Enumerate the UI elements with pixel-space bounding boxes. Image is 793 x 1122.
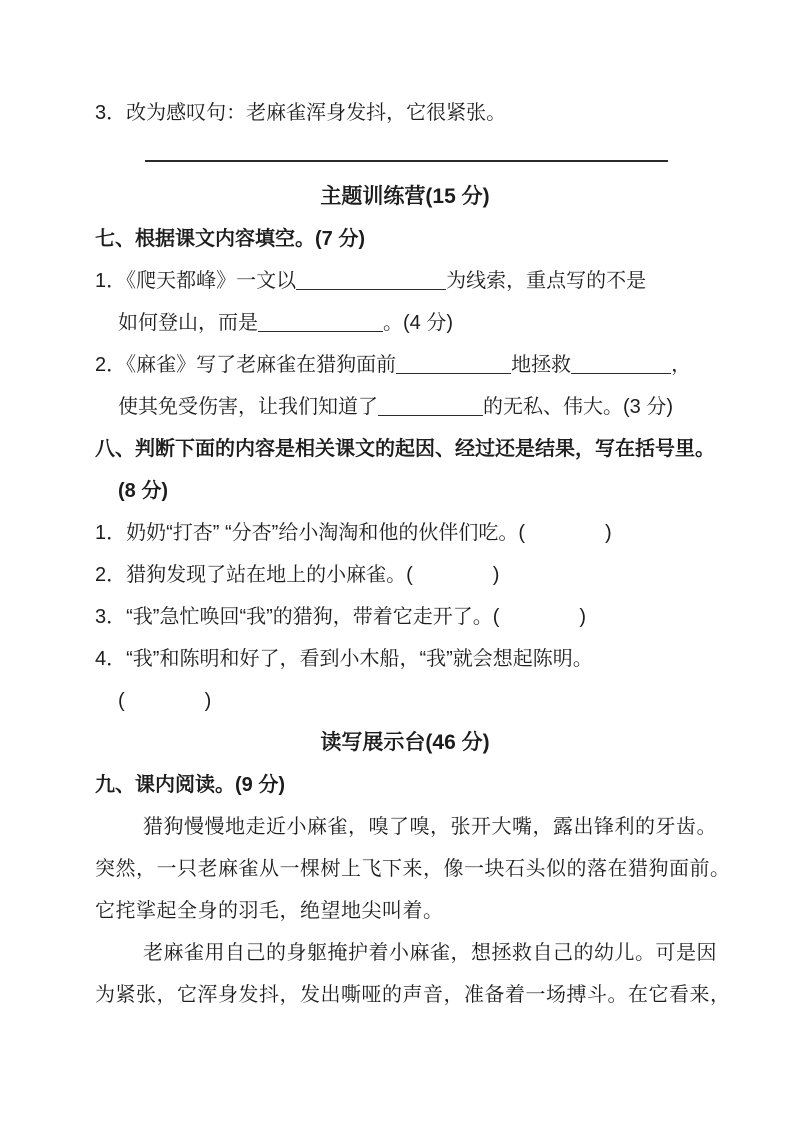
q7-item2-line1-mid: 地拯救: [511, 354, 572, 376]
q7-title: 七、根据课文内容填空。(7 分): [95, 228, 365, 250]
section-heading-reading-writing: 读写展示台(46 分): [320, 731, 490, 754]
q7-item1-line1: [95, 260, 715, 302]
q7-item1-line1-pre: 1．《爬天都峰》一文以: [95, 270, 297, 292]
q7-item1-line2-pre: 如何登山，而是: [118, 312, 258, 334]
q7-item2-line2-post: 的无私、伟大。(3 分): [483, 396, 673, 418]
q7-item2-line1-pre: 2．《麻雀》写了老麻雀在猎狗面前: [95, 354, 397, 376]
fill-in-blank: [396, 371, 511, 374]
q8-item2: 2．猎狗发现了站在地上的小麻雀。( ): [95, 564, 500, 586]
q9-passage-line: 猎狗慢慢地走近小麻雀，嗅了嗅，张开大嘴，露出锋利的牙齿。: [143, 816, 717, 838]
q9-passage-line: 老麻雀用自己的身躯掩护着小麻雀，想拯救自己的幼儿。可是因: [143, 942, 717, 964]
q6-item3: 3．改为感叹句：老麻雀浑身发抖，它很紧张。: [95, 102, 507, 124]
q7-item1-line2-post: 。(4 分): [383, 312, 453, 334]
fill-in-blank: [571, 371, 671, 374]
q8-item1: 1．奶奶“打杏” “分杏”给小淘淘和他的伙伴们吃。( ): [95, 522, 612, 544]
q7-item2-line1: [95, 344, 715, 386]
q7-item2-line2: [95, 386, 715, 428]
fill-in-blank: [378, 413, 483, 416]
q9-title: 九、课内阅读。(9 分): [95, 774, 285, 796]
q9-passage-line: 突然，一只老麻雀从一棵树上飞下来，像一块石头似的落在猎狗面前。: [95, 858, 731, 880]
q8-title: 八、判断下面的内容是相关课文的起因、经过还是结果，写在括号里。: [95, 438, 715, 460]
fill-in-blank: [258, 329, 383, 332]
q7-item1-line1-post: 为线索，重点写的不是: [446, 270, 647, 292]
q7-item2-line1-end: ，: [671, 354, 692, 376]
q8-item4-brackets: ( ): [118, 690, 212, 712]
q7-item1-line2: [95, 302, 715, 344]
section-heading-theme-camp: 主题训练营(15 分): [320, 185, 490, 208]
answer-rule-line: [145, 160, 668, 162]
q9-passage-line: 它挓挲起全身的羽毛，绝望地尖叫着。: [95, 900, 444, 922]
q8-item3: 3．“我”急忙唤回“我”的猎狗，带着它走开了。( ): [95, 606, 587, 628]
q9-passage-line: 为紧张，它浑身发抖，发出嘶哑的声音，准备着一场搏斗。在它看来，: [95, 984, 731, 1006]
q7-item2-line2-pre: 使其免受伤害，让我们知道了: [118, 396, 378, 418]
q8-title-score: (8 分): [118, 480, 168, 502]
q8-item4: 4．“我”和陈明和好了，看到小木船，“我”就会想起陈明。: [95, 648, 593, 670]
fill-in-blank: [296, 287, 446, 290]
answer-line-slot: [95, 134, 715, 176]
